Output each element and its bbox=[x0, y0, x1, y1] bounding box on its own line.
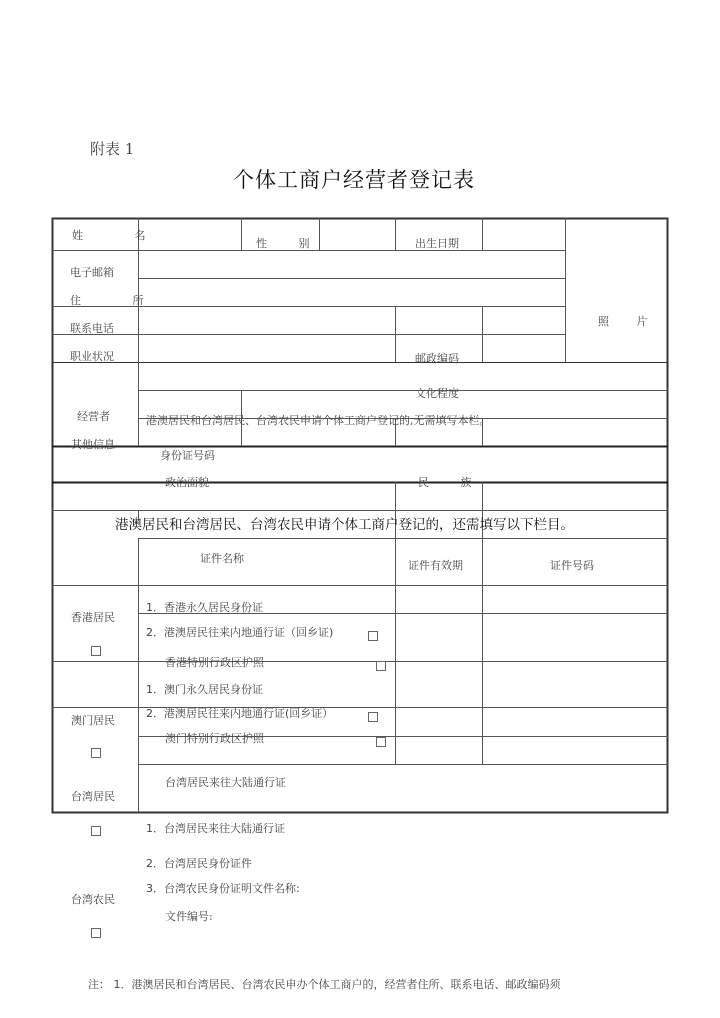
macau-doc-2-checkbox[interactable] bbox=[368, 707, 378, 726]
birth-date-label: 出生日期 bbox=[415, 237, 459, 250]
macau-doc-1: 1．澳门永久居民身份证 bbox=[146, 683, 263, 696]
hk-doc-1: 1．香港永久居民身份证 bbox=[146, 601, 263, 614]
photo-box[interactable] bbox=[566, 219, 667, 362]
education-label: 文化程度 bbox=[415, 387, 459, 400]
photo-label: 照 片 bbox=[598, 315, 660, 328]
special-section-banner: 港澳居民和台湾居民、台湾农民申请个体工商户登记的，还需填写以下栏目。 bbox=[115, 517, 574, 533]
macau-resident-label: 澳门居民 bbox=[71, 714, 115, 727]
checkbox-icon bbox=[368, 712, 378, 722]
hk-doc-3-checkbox[interactable] bbox=[376, 656, 386, 675]
hk-resident-checkbox[interactable] bbox=[91, 641, 101, 660]
tw-farmer-label: 台湾农民 bbox=[71, 893, 115, 906]
political-status-label: 政治面貌 bbox=[165, 476, 209, 489]
job-status-field[interactable] bbox=[139, 335, 394, 362]
checkbox-icon bbox=[91, 646, 101, 656]
postcode-field[interactable] bbox=[483, 335, 564, 362]
hk-doc-2-checkbox[interactable] bbox=[368, 626, 378, 645]
hk-resident-label: 香港居民 bbox=[71, 611, 115, 624]
tw-resident-doc: 台湾居民来往大陆通行证 bbox=[165, 776, 286, 789]
tw-farmer-doc-3: 3．台湾农民身份证明文件名称: bbox=[146, 882, 300, 895]
phone-label: 联系电话 bbox=[70, 322, 114, 335]
col-doc-name: 证件名称 bbox=[200, 552, 244, 565]
ethnicity-label: 民 族 bbox=[418, 476, 486, 489]
checkbox-icon bbox=[91, 928, 101, 938]
col-number: 证件号码 bbox=[550, 559, 594, 572]
name-field[interactable] bbox=[139, 219, 240, 250]
tw-farmer-checkbox[interactable] bbox=[91, 923, 101, 942]
hk-doc-3: 香港特别行政区护照 bbox=[165, 656, 264, 669]
checkbox-icon bbox=[91, 826, 101, 836]
ethnicity-field[interactable] bbox=[483, 484, 667, 510]
tw-resident-checkbox[interactable] bbox=[91, 821, 101, 840]
tw-resident-label: 台湾居民 bbox=[71, 790, 115, 803]
other-info-label-line1: 经营者 bbox=[77, 410, 110, 423]
job-status-label: 职业状况 bbox=[70, 350, 114, 363]
tw-farmer-doc-2: 2．台湾居民身份证件 bbox=[146, 857, 252, 870]
id-number-label: 身份证号码 bbox=[160, 449, 215, 462]
postcode-label: 邮政编码 bbox=[415, 352, 459, 365]
tw-farmer-doc-number-label: 文件编号: bbox=[165, 910, 213, 923]
macau-resident-checkbox[interactable] bbox=[91, 743, 101, 762]
page-title: 个体工商户经营者登记表 bbox=[233, 168, 475, 192]
address-field[interactable] bbox=[139, 279, 564, 306]
email-label: 电子邮箱 bbox=[70, 266, 114, 279]
checkbox-icon bbox=[376, 661, 386, 671]
phone-field[interactable] bbox=[139, 307, 394, 334]
political-status-field[interactable] bbox=[53, 484, 394, 510]
gender-label: 性 别 bbox=[256, 237, 324, 250]
checkbox-icon bbox=[91, 748, 101, 758]
birth-date-field[interactable] bbox=[483, 219, 564, 250]
footnote: 注： 1．港澳居民和台湾居民、台湾农民申办个体工商户的，经营者住所、联系电话、邮政编码须 bbox=[88, 978, 561, 991]
col-validity: 证件有效期 bbox=[408, 559, 463, 572]
macau-doc-3: 澳门特别行政区护照 bbox=[165, 732, 264, 745]
appendix-label: 附表 1 bbox=[90, 140, 135, 158]
hk-doc-2: 2．港澳居民往来内地通行证（回乡证) bbox=[146, 626, 334, 639]
gender-field[interactable] bbox=[320, 219, 394, 250]
address-label: 住 所 bbox=[70, 294, 168, 307]
email-field[interactable] bbox=[139, 251, 564, 278]
macau-doc-2: 2．港澳居民往来内地通行证(回乡证） bbox=[146, 707, 334, 720]
other-info-label-line2: 其他信息 bbox=[71, 438, 115, 451]
other-info-note: 港澳居民和台湾居民、台湾农民申请个体工商户登记的,无需填写本栏。 bbox=[146, 414, 491, 427]
macau-doc-3-checkbox[interactable] bbox=[376, 732, 386, 751]
name-label: 姓 名 bbox=[72, 229, 170, 242]
tw-farmer-doc-1: 1．台湾居民来往大陆通行证 bbox=[146, 822, 285, 835]
checkbox-icon bbox=[376, 737, 386, 747]
checkbox-icon bbox=[368, 631, 378, 641]
